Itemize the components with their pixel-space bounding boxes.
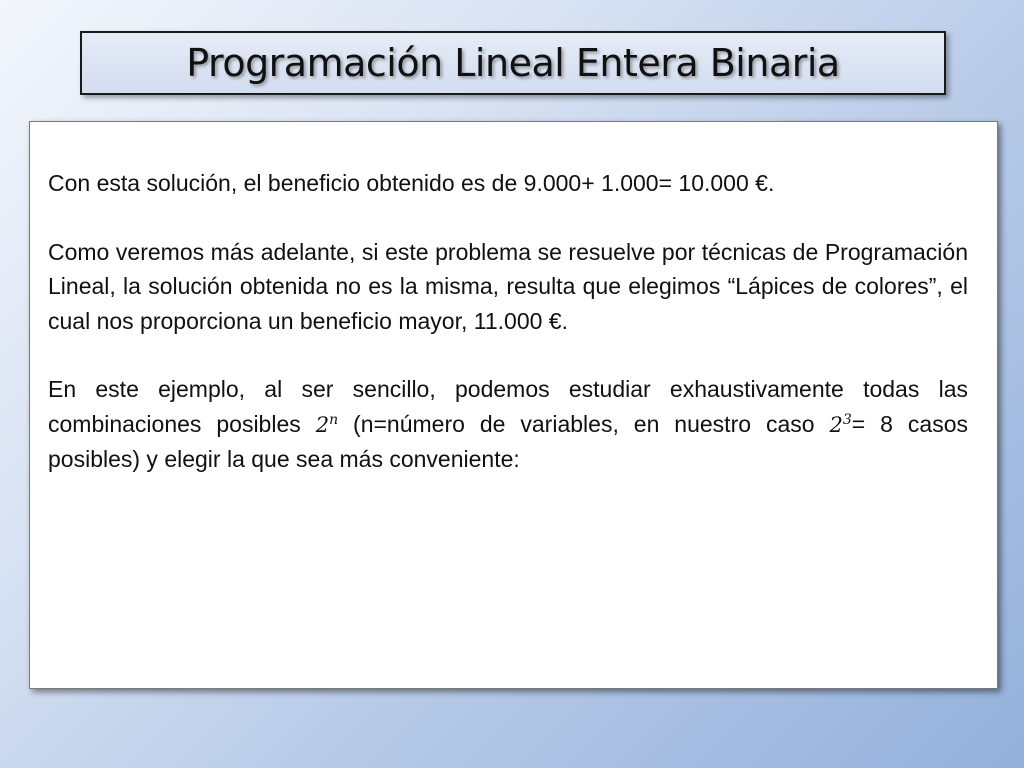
paragraph-combinations-part2: (n=número de variables, en nuestro caso	[338, 410, 830, 437]
paragraph-combinations-part3: = 8 casos posibles) y elegir la que sea más conveniente:	[48, 410, 968, 472]
paragraph-linear-programming: Como veremos más adelante, si este problema se resuelve por técnicas de Programación Lineal, la solución obtenida no es la misma, resulta que elegimos “Lápices de colores”, el cual nos proporciona un beneficio mayor, 11.000 €.	[48, 238, 968, 334]
math-two-pow-three	[830, 413, 852, 437]
title-box	[80, 31, 946, 95]
math-two-pow-n-base: 2	[315, 412, 330, 437]
math-two-pow-n-exponent: n	[329, 411, 339, 428]
paragraph-combinations-part1: En este ejemplo, al ser sencillo, podemos estudiar exhaustivamente todas las combinaciones posibles	[48, 376, 968, 437]
math-two-pow-three-base: 2	[829, 412, 843, 437]
math-two-pow-three-exponent: 3	[842, 411, 852, 428]
math-two-pow-n	[316, 413, 338, 437]
paragraph-combinations	[48, 372, 968, 477]
slide-title: Programación Lineal Entera Binaria	[186, 41, 840, 85]
content-box	[29, 121, 998, 689]
paragraph-benefit: Con esta solución, el beneficio obtenido es de 9.000+ 1.000= 10.000 €.	[48, 170, 775, 196]
